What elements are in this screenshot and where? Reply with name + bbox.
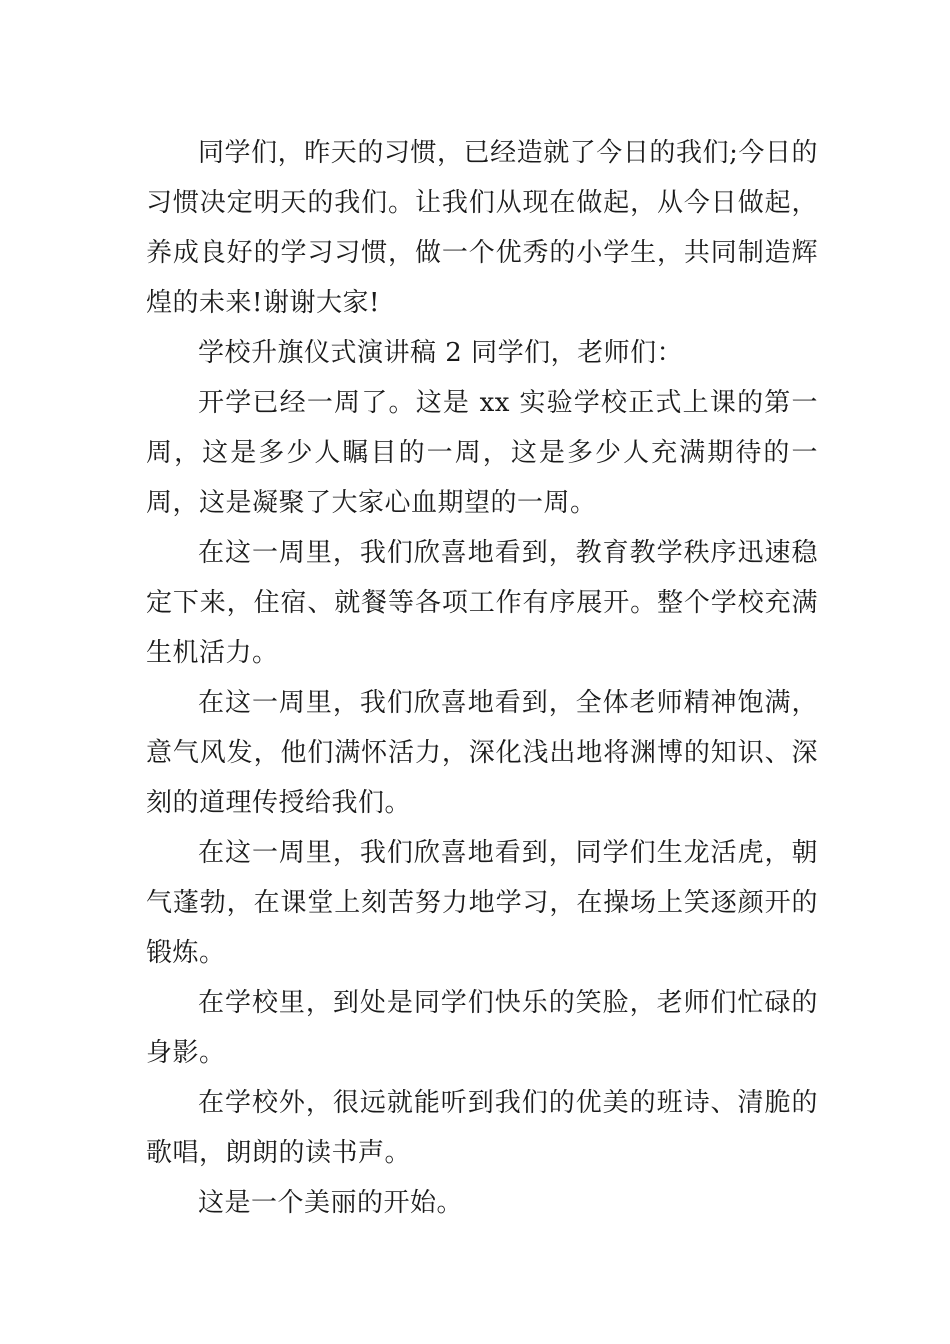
paragraph-title-greeting: 学校升旗仪式演讲稿 2 同学们，老师们： <box>198 338 684 368</box>
paragraph-inside-school: 在学校里，到处是同学们快乐的笑脸，老师们忙碌的身影。 <box>146 988 818 1068</box>
speech-body <box>146 128 818 1228</box>
paragraph-closing-remarks: 同学们，昨天的习惯，已经造就了今日的我们;今日的习惯决定明天的我们。让我们从现在做起，从今日做起，养成良好的学习习惯，做一个优秀的小学生，共同制造辉煌的未来!谢谢大家! <box>146 138 818 318</box>
paragraph-first-week: 开学已经一周了。这是 xx 实验学校正式上课的第一周，这是多少人瞩目的一周，这是多少人充满期待的一周，这是凝聚了大家心血期望的一周。 <box>146 388 818 518</box>
paragraph-teachers: 在这一周里，我们欣喜地看到，全体老师精神饱满，意气风发，他们满怀活力，深化浅出地将渊博的知识、深刻的道理传授给我们。 <box>146 688 818 818</box>
paragraph-students: 在这一周里，我们欣喜地看到，同学们生龙活虎，朝气蓬勃，在课堂上刻苦努力地学习，在操场上笑逐颜开的锻炼。 <box>146 838 818 968</box>
paragraph-school-order: 在这一周里，我们欣喜地看到，教育教学秩序迅速稳定下来，住宿、就餐等各项工作有序展开。整个学校充满生机活力。 <box>146 538 818 668</box>
paragraph-beautiful-start: 这是一个美丽的开始。 <box>198 1188 464 1218</box>
paragraph-outside-school: 在学校外，很远就能听到我们的优美的班诗、清脆的歌唱，朗朗的读书声。 <box>146 1088 818 1168</box>
